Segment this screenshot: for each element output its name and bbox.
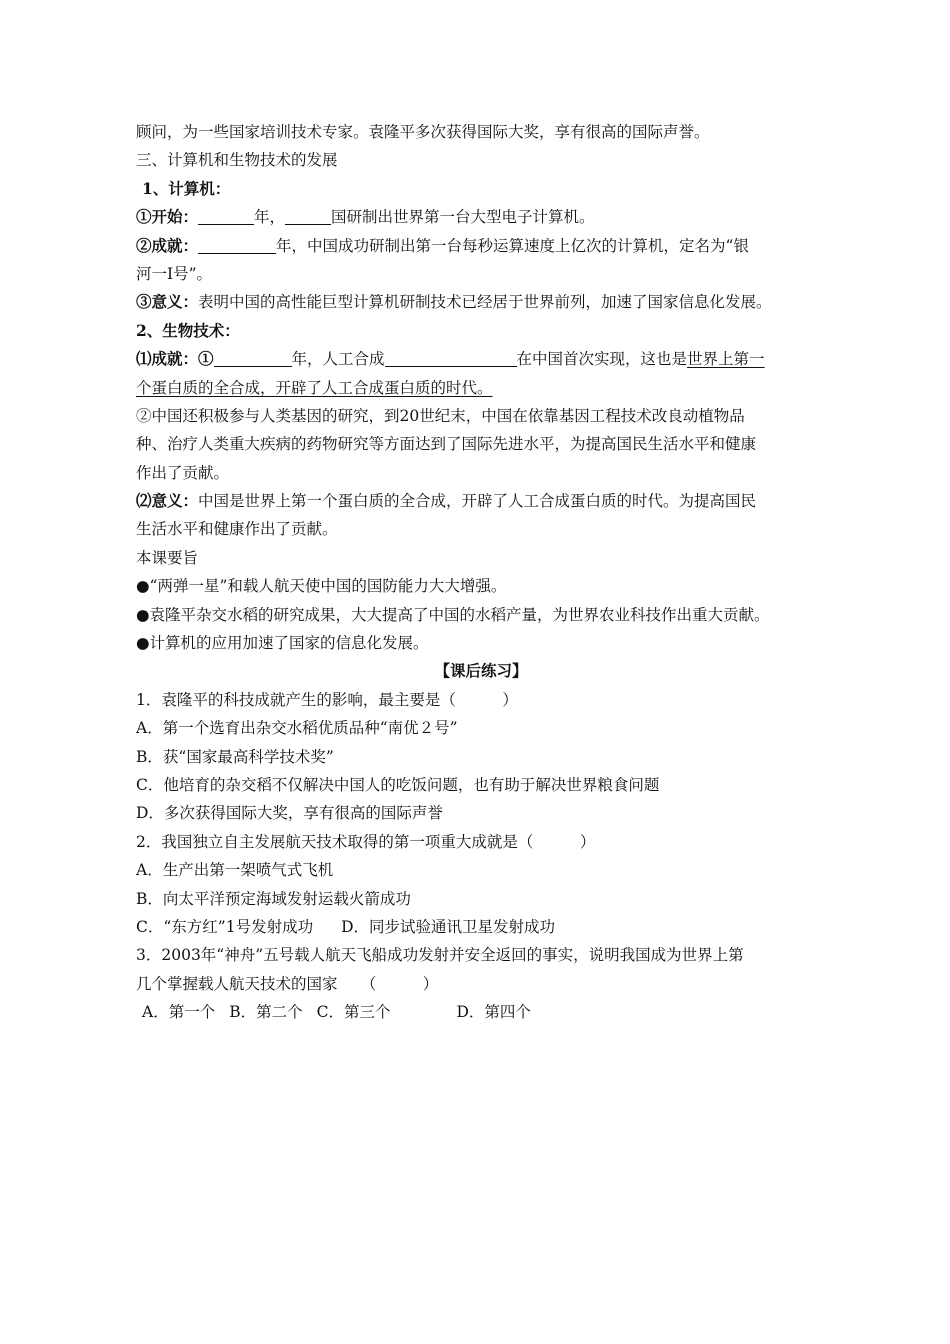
option-c: C．“东方红”1号发射成功	[136, 917, 314, 936]
option-a: A．生产出第一架喷气式飞机	[136, 861, 334, 880]
underlined-text: 世界上第一	[687, 350, 765, 369]
text-span: 表明中国的高性能巨型计算机研制技术已经居于世界前列，加速了国家信息化发展。	[198, 293, 772, 312]
summary-heading: 本课要旨	[136, 548, 199, 567]
text-line: 生活水平和健康作出了贡献。	[136, 520, 338, 539]
question-2: 2．我国独立自主发展航天技术取得的第一项重大成就是（ ）	[136, 832, 596, 851]
text-line	[136, 374, 826, 402]
summary-bullet: ●计算机的应用加速了国家的信息化发展。	[136, 634, 429, 653]
item-label: ①开始：	[136, 207, 199, 227]
question-1: 1．袁隆平的科技成就产生的影响，最主要是（ ）	[136, 690, 518, 709]
computer-start-line	[136, 203, 826, 231]
text-line: 种、治疗人类重大疾病的药物研究等方面达到了国际先进水平，为提高国民生活水平和健康	[136, 435, 757, 454]
fill-blank	[385, 348, 517, 367]
summary-bullet: ●袁隆平杂交水稻的研究成果，大大提高了中国的水稻产量，为世界农业科技作出重大贡献。	[136, 605, 770, 624]
computer-achievement-line	[136, 232, 826, 260]
fill-blank	[198, 206, 254, 225]
text-line: 作出了贡献。	[136, 463, 230, 482]
text-span: 年，	[254, 208, 286, 227]
option-b: B．获“国家最高科学技术奖”	[136, 747, 334, 766]
biotech-achievement-line	[136, 345, 826, 373]
option-c: C．他培育的杂交稻不仅解决中国人的吃饭问题，也有助于解决世界粮食问题	[136, 775, 660, 794]
item-label: ⑴成就：①	[136, 349, 214, 369]
question-3: 3．2003年“神舟”五号载人航天飞船成功发射并安全返回的事实，说明我国成为世界上第	[136, 946, 744, 965]
option-a: A．第一个	[142, 1003, 216, 1022]
subsection-heading-biotech: 2、生物技术：	[136, 320, 240, 340]
option-d: D．同步试验通讯卫星发射成功	[341, 917, 556, 936]
fill-blank	[198, 235, 276, 254]
option-d: D．多次获得国际大奖，享有很高的国际声誉	[136, 804, 443, 823]
underlined-text: 个蛋白质的全合成，开辟了人工合成蛋白质的时代。	[136, 378, 493, 397]
text-span: 年，中国成功研制出第一台每秒运算速度上亿次的计算机，定名为“银	[276, 236, 749, 255]
exercise-heading: 【课后练习】	[434, 661, 528, 681]
option-cd-line	[136, 913, 826, 941]
fill-blank	[285, 206, 331, 225]
biotech-significance-line	[136, 487, 826, 515]
text-line: 河一Ⅰ号”。	[136, 264, 213, 283]
summary-bullet: ●“两弹一星”和载人航天使中国的国防能力大大增强。	[136, 577, 507, 596]
text-span: 中国是世界上第一个蛋白质的全合成，开辟了人工合成蛋白质的时代。为提高国民	[198, 492, 757, 511]
text-span: 国研制出世界第一台大型电子计算机。	[331, 208, 595, 227]
option-d: D．第四个	[456, 1003, 531, 1022]
option-b: B．第二个	[229, 1003, 303, 1022]
option-c: C．第三个	[316, 1003, 391, 1022]
option-a: A．第一个选育出杂交水稻优质品种“南优２号”	[136, 719, 458, 738]
computer-significance-line	[136, 288, 826, 316]
section-heading: 三、计算机和生物技术的发展	[136, 151, 338, 170]
text-span: 年，人工合成	[291, 350, 385, 369]
item-label: ②成就：	[136, 235, 199, 255]
document-page	[136, 118, 826, 1027]
text-span: 在中国首次实现，这也是	[516, 350, 688, 369]
text-line: 几个掌握载人航天技术的国家 （ ）	[136, 974, 439, 993]
option-line	[136, 998, 826, 1026]
text-line: 顾问，为一些国家培训技术专家。袁隆平多次获得国际大奖，享有很高的国际声誉。	[136, 123, 710, 141]
option-b: B．向太平洋预定海域发射运载火箭成功	[136, 889, 411, 908]
item-label: ③意义：	[136, 292, 199, 312]
fill-blank	[214, 348, 292, 367]
item-label: ⑵意义：	[136, 491, 199, 511]
text-line: ②中国还积极参与人类基因的研究，到20世纪末，中国在依靠基因工程技术改良动植物品	[136, 406, 745, 425]
subsection-heading-computer: 1、计算机：	[142, 178, 231, 198]
